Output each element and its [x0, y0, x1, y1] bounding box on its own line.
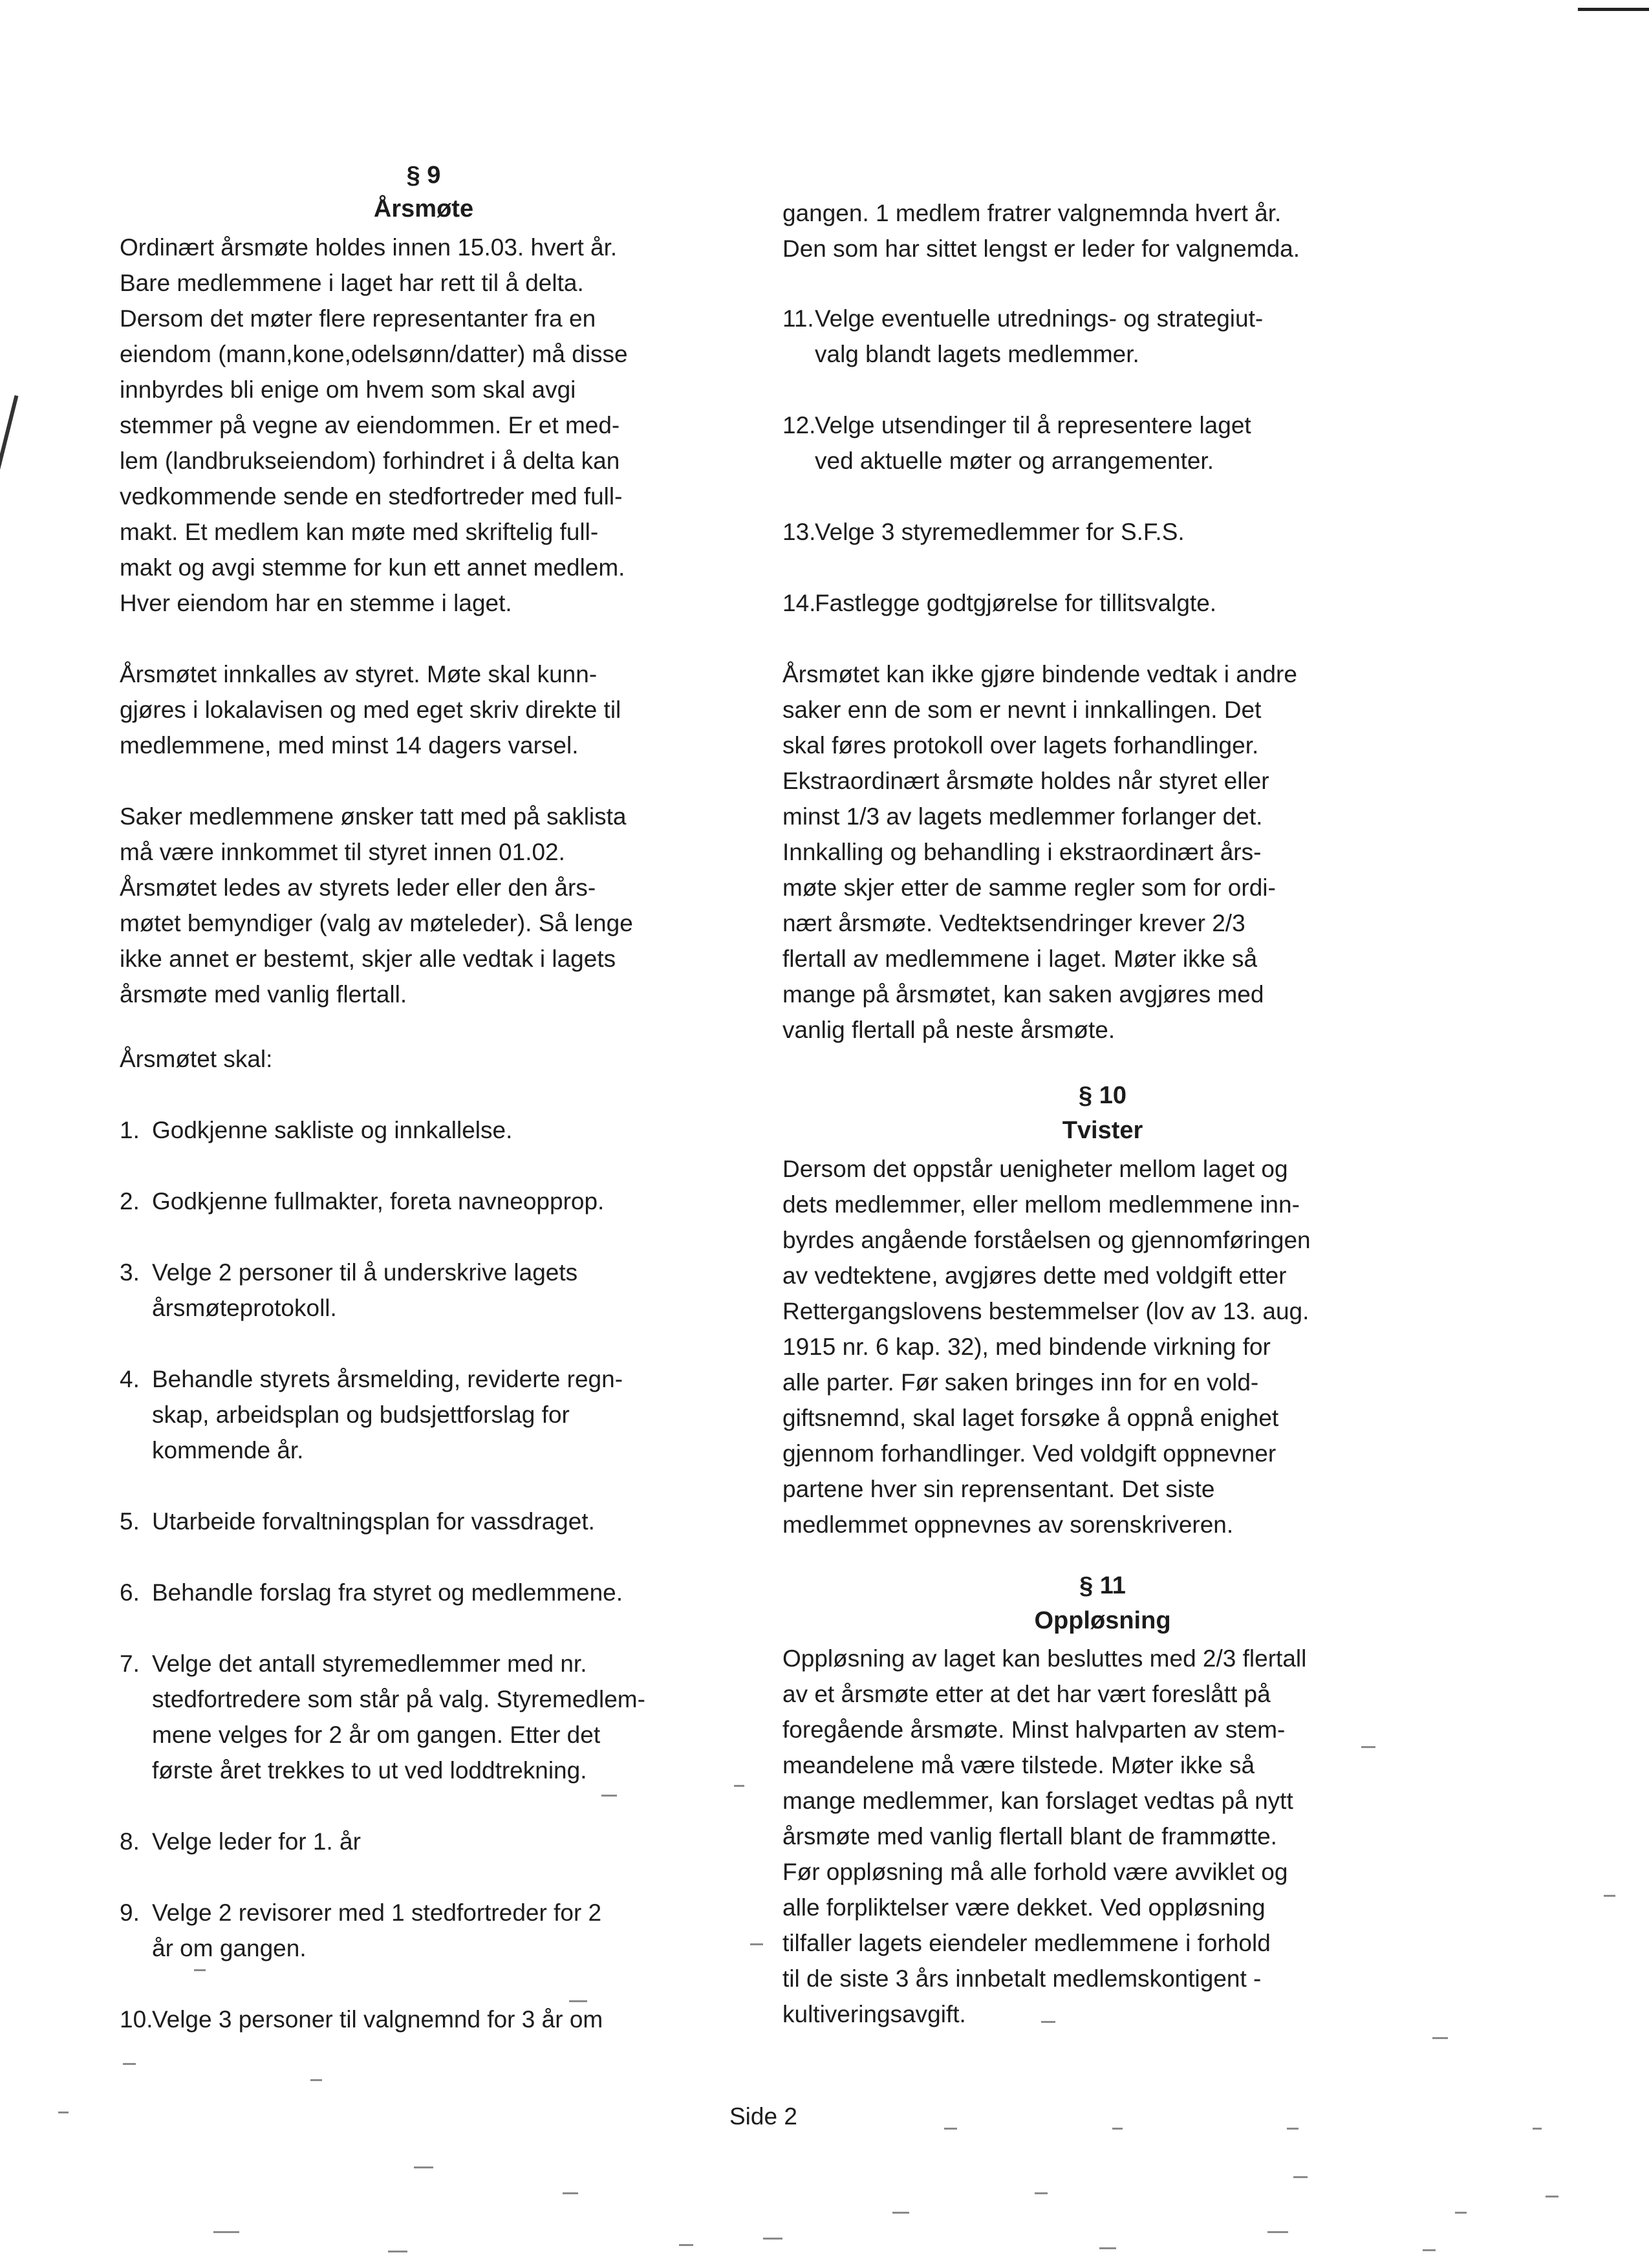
- text-line: nært årsmøte. Vedtektsendringer krever 2/3: [782, 910, 1245, 936]
- text-line: alle forpliktelser være dekket. Ved oppløsning: [782, 1894, 1266, 1921]
- scan-speck: [1112, 2128, 1123, 2130]
- scan-corner-mark: [1578, 8, 1649, 11]
- agenda-item-continuation: stedfortredere som står på valg. Styremedlem-: [152, 1686, 645, 1712]
- agenda-item-number: 10.: [120, 2006, 153, 2033]
- text-line: til de siste 3 års innbetalt medlemskontigent -: [782, 1965, 1262, 1992]
- agenda-item-text: Utarbeide forvaltningsplan for vassdraget.: [152, 1508, 595, 1535]
- scan-speck: [734, 1785, 744, 1787]
- agenda-item: [120, 1112, 727, 1148]
- text-line: medlemmene, med minst 14 dagers varsel.: [120, 732, 579, 759]
- agenda-item: [120, 2002, 727, 2037]
- text-line: Oppløsning av laget kan besluttes med 2/3 flertall: [782, 1645, 1307, 1672]
- scan-speck: [194, 1969, 206, 1971]
- page-number: Side 2: [729, 2103, 797, 2130]
- scan-speck: [1099, 2247, 1116, 2249]
- agenda-item-text: Fastlegge godtgjørelse for tillitsvalgte.: [815, 590, 1217, 616]
- tvister-paragraph: [782, 1151, 1423, 1542]
- text-line: gjøres i lokalavisen og med eget skriv direkte til: [120, 697, 621, 723]
- text-line: Bare medlemmene i laget har rett til å delta.: [120, 270, 584, 296]
- agenda-item-number: 3.: [120, 1259, 140, 1286]
- agenda-item-text: Velge leder for 1. år: [152, 1828, 361, 1855]
- text-line: Den som har sittet lengst er leder for valgnemda.: [782, 235, 1300, 262]
- section-11-number: § 11: [1079, 1572, 1126, 1599]
- agenda-item: [120, 1361, 727, 1468]
- text-line: medlemmet oppnevnes av sorenskriveren.: [782, 1511, 1234, 1538]
- agenda-item-continuation: kommende år.: [152, 1437, 304, 1463]
- text-line: foregående årsmøte. Minst halvparten av stem-: [782, 1716, 1286, 1743]
- scan-speck: [123, 2063, 136, 2065]
- scan-speck: [388, 2251, 407, 2252]
- text-line: Årsmøtet ledes av styrets leder eller den års-: [120, 874, 596, 901]
- scan-speck: [1604, 1895, 1615, 1897]
- opplosning-paragraph: [782, 1641, 1423, 2032]
- agenda-item-number: 6.: [120, 1579, 140, 1606]
- text-line: Hver eiendom har en stemme i laget.: [120, 590, 512, 616]
- scan-speck: [944, 2128, 957, 2130]
- text-line: Ordinært årsmøte holdes innen 15.03. hvert år.: [120, 234, 618, 261]
- section-11-title: Oppløsning: [1034, 1607, 1171, 1634]
- agenda-item-continuation: mene velges for 2 år om gangen. Etter det: [152, 1722, 601, 1748]
- scan-speck: [563, 2192, 578, 2194]
- text-line: Innkalling og behandling i ekstraordinært års-: [782, 839, 1262, 865]
- arsmote-paragraph-3: [120, 799, 727, 1012]
- text-line: årsmøte med vanlig flertall blant de frammøtte.: [782, 1823, 1277, 1850]
- scan-speck: [1455, 2212, 1467, 2214]
- scan-speck: [414, 2166, 433, 2168]
- agenda-item-continuation: år om gangen.: [152, 1935, 307, 1961]
- agenda-item-text: Godkjenne fullmakter, foreta navneopprop.: [152, 1188, 605, 1215]
- agenda-item-text: Behandle styrets årsmelding, reviderte regn-: [152, 1366, 623, 1392]
- agenda-item: [782, 514, 1423, 550]
- text-line: Dersom det møter flere representanter fra en: [120, 305, 596, 332]
- scan-edge-mark: [0, 395, 18, 471]
- agenda-item: [120, 1824, 727, 1859]
- agenda-item-number: 12.: [782, 412, 816, 438]
- text-line: møte skjer etter de samme regler som for ordi-: [782, 874, 1276, 901]
- agenda-item: [120, 1255, 727, 1326]
- agenda-item-number: 13.: [782, 519, 816, 545]
- agenda-item: [120, 1646, 727, 1788]
- text-line: meandelene må være tilstede. Møter ikke så: [782, 1752, 1255, 1778]
- scan-speck: [1533, 2128, 1542, 2130]
- agenda-item-number: 9.: [120, 1899, 140, 1926]
- scan-speck: [1287, 2128, 1299, 2130]
- section-10-number: § 10: [1079, 1082, 1126, 1109]
- text-line: Årsmøtet kan ikke gjøre bindende vedtak i andre: [782, 661, 1297, 687]
- agenda-item-text: Velge 2 personer til å underskrive lagets: [152, 1259, 578, 1286]
- text-line: gangen. 1 medlem fratrer valgnemnda hvert år.: [782, 200, 1282, 226]
- text-line: Ekstraordinært årsmøte holdes når styret eller: [782, 768, 1269, 794]
- scan-speck: [310, 2079, 322, 2081]
- agenda-item: [782, 301, 1423, 372]
- scan-speck: [601, 1795, 617, 1797]
- text-line: vanlig flertall på neste årsmøte.: [782, 1017, 1116, 1043]
- agenda-item-number: 2.: [120, 1188, 140, 1215]
- text-line: gjennom forhandlinger. Ved voldgift oppnevner: [782, 1440, 1277, 1467]
- agenda-item: [120, 1183, 727, 1219]
- text-line: makt. Et medlem kan møte med skriftelig full-: [120, 519, 599, 545]
- scan-speck: [1041, 2021, 1055, 2023]
- agenda-item-continuation: valg blandt lagets medlemmer.: [815, 341, 1139, 367]
- text-line: av et årsmøte etter at det har vært foreslått på: [782, 1681, 1271, 1707]
- agenda-item: [782, 585, 1423, 621]
- agenda-item: [120, 1895, 727, 1966]
- text-line: Før oppløsning må alle forhold være avviklet og: [782, 1859, 1288, 1885]
- scan-speck: [569, 2000, 587, 2002]
- scan-speck: [763, 2238, 782, 2240]
- arsmote-paragraph-1: [120, 230, 727, 621]
- agenda-item-continuation: årsmøteprotokoll.: [152, 1295, 337, 1321]
- agenda-item-continuation: ved aktuelle møter og arrangementer.: [815, 448, 1214, 474]
- text-line: alle parter. Før saken bringes inn for en vold-: [782, 1369, 1259, 1396]
- agenda-item-text: Velge 3 personer til valgnemnd for 3 år om: [152, 2006, 603, 2033]
- text-line: vedkommende sende en stedfortreder med full-: [120, 483, 623, 510]
- agenda-item-text: Velge 2 revisorer med 1 stedfortreder for 2: [152, 1899, 602, 1926]
- text-line: eiendom (mann,kone,odelsønn/datter) må disse: [120, 341, 628, 367]
- agenda-item-text: Velge 3 styremedlemmer for S.F.S.: [815, 519, 1185, 545]
- scan-speck: [1432, 2037, 1448, 2039]
- text-line: makt og avgi stemme for kun ett annet medlem.: [120, 554, 625, 581]
- arsmote-paragraph-2: [120, 656, 727, 763]
- text-line: lem (landbrukseiendom) forhindret i å delta kan: [120, 448, 620, 474]
- scan-speck: [1293, 2176, 1308, 2178]
- scan-speck: [1546, 2196, 1558, 2198]
- agenda-item-number: 11.: [782, 305, 814, 332]
- section-9-number: § 9: [406, 162, 441, 189]
- agenda-item-number: 5.: [120, 1508, 140, 1535]
- text-line: årsmøte med vanlig flertall.: [120, 981, 407, 1008]
- scan-speck: [213, 2231, 239, 2233]
- scan-speck: [58, 2111, 69, 2113]
- text-line: ikke annet er bestemt, skjer alle vedtak i lagets: [120, 945, 616, 972]
- text-line: 1915 nr. 6 kap. 32), med bindende virkning for: [782, 1334, 1271, 1360]
- agenda-item: [120, 1504, 727, 1539]
- text-line: kultiveringsavgift.: [782, 2001, 966, 2027]
- arsmote-paragraph-4: [782, 656, 1423, 1048]
- section-10-title: Tvister: [1062, 1117, 1143, 1144]
- agenda-item-text: Velge det antall styremedlemmer med nr.: [152, 1650, 587, 1677]
- text-line: Årsmøtet innkalles av styret. Møte skal kunn-: [120, 661, 598, 687]
- text-line: skal føres protokoll over lagets forhandlinger.: [782, 732, 1259, 759]
- scan-speck: [679, 2244, 693, 2246]
- text-line: flertall av medlemmene i laget. Møter ikke så: [782, 945, 1258, 972]
- text-line: Dersom det oppstår uenigheter mellom laget og: [782, 1156, 1288, 1182]
- agenda-item: [782, 407, 1423, 479]
- text-line: dets medlemmer, eller mellom medlemmene inn-: [782, 1191, 1300, 1218]
- text-line: saker enn de som er nevnt i innkallingen. Det: [782, 697, 1262, 723]
- agenda-item-text: Velge eventuelle utrednings- og strategiut-: [815, 305, 1264, 332]
- text-line: minst 1/3 av lagets medlemmer forlanger det.: [782, 803, 1263, 830]
- text-line: tilfaller lagets eiendeler medlemmene i forhold: [782, 1930, 1271, 1956]
- text-line: Rettergangslovens bestemmelser (lov av 13. aug.: [782, 1298, 1310, 1324]
- text-line: mange medlemmer, kan forslaget vedtas på nytt: [782, 1787, 1293, 1814]
- text-line: giftsnemnd, skal laget forsøke å oppnå enighet: [782, 1405, 1279, 1431]
- agenda-item-number: 14.: [782, 590, 816, 616]
- agenda-item: [120, 1575, 727, 1610]
- agenda-item-text: Behandle forslag fra styret og medlemmene.: [152, 1579, 623, 1606]
- scan-speck: [1035, 2192, 1048, 2194]
- text-line: må være innkommet til styret innen 01.02.: [120, 839, 565, 865]
- scan-speck: [1267, 2231, 1288, 2233]
- agenda-item-continuation: første året trekkes to ut ved loddtrekning.: [152, 1757, 587, 1784]
- text-line: Saker medlemmene ønsker tatt med på saklista: [120, 803, 627, 830]
- agenda-item-number: 8.: [120, 1828, 140, 1855]
- scan-speck: [750, 1943, 763, 1945]
- agenda-item-number: 4.: [120, 1366, 140, 1392]
- text-line: mange på årsmøtet, kan saken avgjøres med: [782, 981, 1264, 1008]
- scan-speck: [1361, 1746, 1375, 1748]
- agenda-item-number: 7.: [120, 1650, 140, 1677]
- agenda-item-text: Velge utsendinger til å representere laget: [815, 412, 1251, 438]
- agenda-item-continuation: skap, arbeidsplan og budsjettforslag for: [152, 1401, 570, 1428]
- text-line: av vedtektene, avgjøres dette med voldgift etter: [782, 1262, 1287, 1289]
- scan-speck: [892, 2212, 909, 2214]
- agenda-item-number: 1.: [120, 1117, 140, 1143]
- text-line: innbyrdes bli enige om hvem som skal avgi: [120, 376, 576, 403]
- arsmote-agenda-lead: Årsmøtet skal:: [120, 1046, 273, 1072]
- text-line: byrdes angående forståelsen og gjennomføringen: [782, 1227, 1311, 1253]
- scan-speck: [1423, 2249, 1436, 2251]
- agenda-item-text: Godkjenne sakliste og innkallelse.: [152, 1117, 513, 1143]
- text-line: partene hver sin reprensentant. Det siste: [782, 1476, 1215, 1502]
- text-line: stemmer på vegne av eiendommen. Er et med-: [120, 412, 620, 438]
- text-line: møtet bemyndiger (valg av møteleder). Så lenge: [120, 910, 633, 936]
- section-9-title: Årsmøte: [373, 195, 474, 222]
- item-10-continuation: [782, 195, 1423, 266]
